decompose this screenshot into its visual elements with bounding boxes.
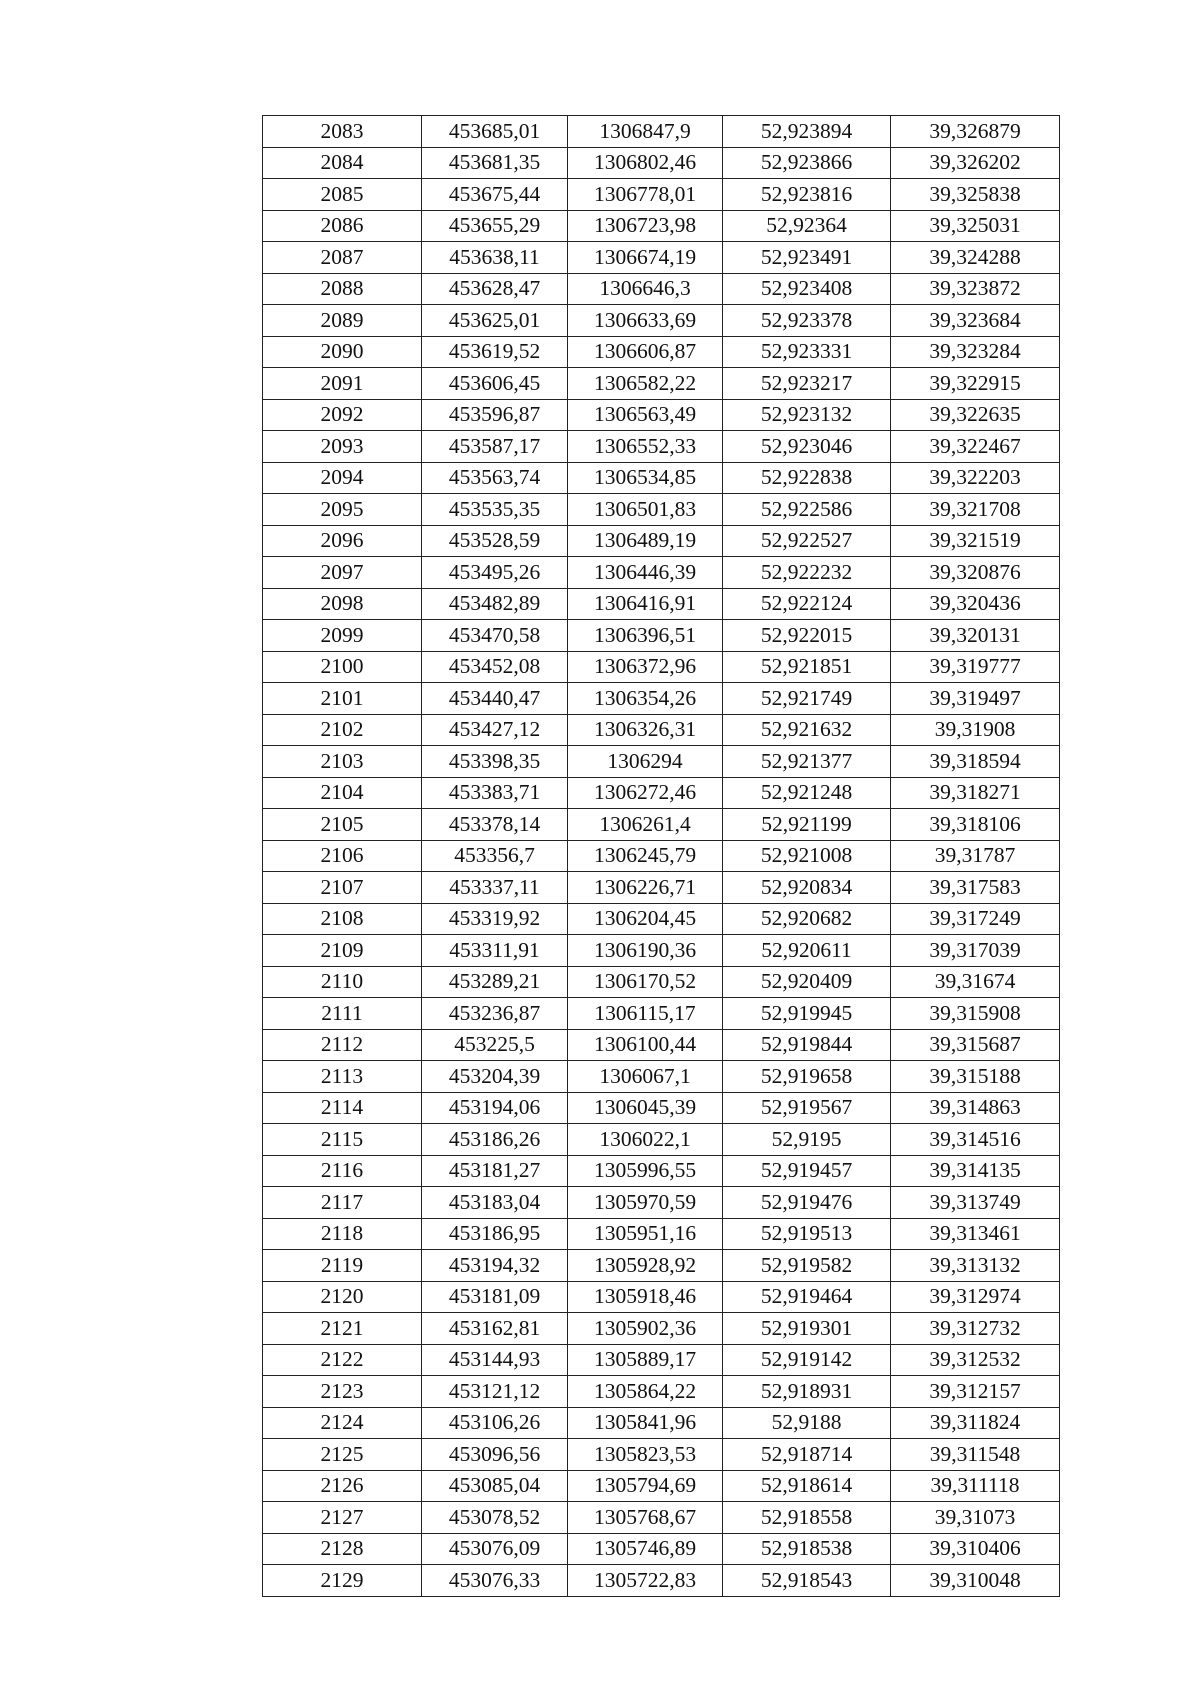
y-coordinate-cell: 1305864,22 — [568, 1376, 723, 1408]
latitude-cell: 52,923132 — [723, 399, 891, 431]
x-coordinate-cell: 453076,33 — [422, 1565, 568, 1597]
table-row — [263, 966, 1060, 998]
point-number-cell: 2119 — [263, 1250, 422, 1282]
point-number-cell: 2101 — [263, 683, 422, 715]
y-coordinate-cell: 1306396,51 — [568, 620, 723, 652]
longitude-cell: 39,319497 — [891, 683, 1060, 715]
x-coordinate-cell: 453528,59 — [422, 525, 568, 557]
latitude-cell: 52,922838 — [723, 462, 891, 494]
longitude-cell: 39,312974 — [891, 1281, 1060, 1313]
y-coordinate-cell: 1306446,39 — [568, 557, 723, 589]
point-number-cell: 2095 — [263, 494, 422, 526]
y-coordinate-cell: 1306022,1 — [568, 1124, 723, 1156]
x-coordinate-cell: 453356,7 — [422, 840, 568, 872]
point-number-cell: 2118 — [263, 1218, 422, 1250]
table-row — [263, 1155, 1060, 1187]
longitude-cell: 39,326202 — [891, 147, 1060, 179]
x-coordinate-cell: 453638,11 — [422, 242, 568, 274]
y-coordinate-cell: 1305996,55 — [568, 1155, 723, 1187]
latitude-cell: 52,923491 — [723, 242, 891, 274]
table-row — [263, 1439, 1060, 1471]
longitude-cell: 39,314863 — [891, 1092, 1060, 1124]
y-coordinate-cell: 1305841,96 — [568, 1407, 723, 1439]
point-number-cell: 2123 — [263, 1376, 422, 1408]
latitude-cell: 52,919301 — [723, 1313, 891, 1345]
latitude-cell: 52,922015 — [723, 620, 891, 652]
point-number-cell: 2126 — [263, 1470, 422, 1502]
point-number-cell: 2112 — [263, 1029, 422, 1061]
table-row — [263, 273, 1060, 305]
point-number-cell: 2120 — [263, 1281, 422, 1313]
longitude-cell: 39,313749 — [891, 1187, 1060, 1219]
x-coordinate-cell: 453535,35 — [422, 494, 568, 526]
latitude-cell: 52,918538 — [723, 1533, 891, 1565]
point-number-cell: 2094 — [263, 462, 422, 494]
point-number-cell: 2088 — [263, 273, 422, 305]
latitude-cell: 52,920682 — [723, 903, 891, 935]
table-row — [263, 525, 1060, 557]
y-coordinate-cell: 1306534,85 — [568, 462, 723, 494]
table-row — [263, 903, 1060, 935]
x-coordinate-cell: 453186,95 — [422, 1218, 568, 1250]
latitude-cell: 52,923217 — [723, 368, 891, 400]
x-coordinate-cell: 453596,87 — [422, 399, 568, 431]
table-row — [263, 1376, 1060, 1408]
latitude-cell: 52,919658 — [723, 1061, 891, 1093]
y-coordinate-cell: 1305722,83 — [568, 1565, 723, 1597]
point-number-cell: 2114 — [263, 1092, 422, 1124]
y-coordinate-cell: 1305823,53 — [568, 1439, 723, 1471]
latitude-cell: 52,923866 — [723, 147, 891, 179]
y-coordinate-cell: 1306489,19 — [568, 525, 723, 557]
longitude-cell: 39,322467 — [891, 431, 1060, 463]
x-coordinate-cell: 453378,14 — [422, 809, 568, 841]
latitude-cell: 52,923408 — [723, 273, 891, 305]
longitude-cell: 39,31908 — [891, 714, 1060, 746]
table-row — [263, 1565, 1060, 1597]
latitude-cell: 52,921851 — [723, 651, 891, 683]
latitude-cell: 52,919945 — [723, 998, 891, 1030]
latitude-cell: 52,923046 — [723, 431, 891, 463]
point-number-cell: 2125 — [263, 1439, 422, 1471]
latitude-cell: 52,919457 — [723, 1155, 891, 1187]
x-coordinate-cell: 453495,26 — [422, 557, 568, 589]
x-coordinate-cell: 453194,32 — [422, 1250, 568, 1282]
x-coordinate-cell: 453337,11 — [422, 872, 568, 904]
longitude-cell: 39,315188 — [891, 1061, 1060, 1093]
point-number-cell: 2098 — [263, 588, 422, 620]
latitude-cell: 52,918558 — [723, 1502, 891, 1534]
y-coordinate-cell: 1306646,3 — [568, 273, 723, 305]
y-coordinate-cell: 1306045,39 — [568, 1092, 723, 1124]
table-row — [263, 935, 1060, 967]
y-coordinate-cell: 1306802,46 — [568, 147, 723, 179]
table-row — [263, 872, 1060, 904]
longitude-cell: 39,311824 — [891, 1407, 1060, 1439]
table-row — [263, 462, 1060, 494]
longitude-cell: 39,31674 — [891, 966, 1060, 998]
longitude-cell: 39,310048 — [891, 1565, 1060, 1597]
longitude-cell: 39,317039 — [891, 935, 1060, 967]
y-coordinate-cell: 1306778,01 — [568, 179, 723, 211]
x-coordinate-cell: 453311,91 — [422, 935, 568, 967]
table-row — [263, 998, 1060, 1030]
x-coordinate-cell: 453681,35 — [422, 147, 568, 179]
point-number-cell: 2115 — [263, 1124, 422, 1156]
x-coordinate-cell: 453452,08 — [422, 651, 568, 683]
y-coordinate-cell: 1306633,69 — [568, 305, 723, 337]
latitude-cell: 52,919464 — [723, 1281, 891, 1313]
longitude-cell: 39,321708 — [891, 494, 1060, 526]
latitude-cell: 52,922124 — [723, 588, 891, 620]
point-number-cell: 2110 — [263, 966, 422, 998]
point-number-cell: 2124 — [263, 1407, 422, 1439]
x-coordinate-cell: 453225,5 — [422, 1029, 568, 1061]
y-coordinate-cell: 1305928,92 — [568, 1250, 723, 1282]
y-coordinate-cell: 1305889,17 — [568, 1344, 723, 1376]
latitude-cell: 52,918931 — [723, 1376, 891, 1408]
longitude-cell: 39,310406 — [891, 1533, 1060, 1565]
longitude-cell: 39,312732 — [891, 1313, 1060, 1345]
point-number-cell: 2108 — [263, 903, 422, 935]
latitude-cell: 52,919513 — [723, 1218, 891, 1250]
latitude-cell: 52,922232 — [723, 557, 891, 589]
x-coordinate-cell: 453563,74 — [422, 462, 568, 494]
y-coordinate-cell: 1305951,16 — [568, 1218, 723, 1250]
longitude-cell: 39,319777 — [891, 651, 1060, 683]
x-coordinate-cell: 453194,06 — [422, 1092, 568, 1124]
point-number-cell: 2100 — [263, 651, 422, 683]
table-row — [263, 116, 1060, 148]
x-coordinate-cell: 453628,47 — [422, 273, 568, 305]
longitude-cell: 39,314516 — [891, 1124, 1060, 1156]
longitude-cell: 39,312532 — [891, 1344, 1060, 1376]
point-number-cell: 2117 — [263, 1187, 422, 1219]
latitude-cell: 52,920834 — [723, 872, 891, 904]
table-row — [263, 305, 1060, 337]
table-row — [263, 1029, 1060, 1061]
longitude-cell: 39,317583 — [891, 872, 1060, 904]
y-coordinate-cell: 1306606,87 — [568, 336, 723, 368]
x-coordinate-cell: 453685,01 — [422, 116, 568, 148]
latitude-cell: 52,919844 — [723, 1029, 891, 1061]
longitude-cell: 39,325838 — [891, 179, 1060, 211]
latitude-cell: 52,923894 — [723, 116, 891, 148]
point-number-cell: 2086 — [263, 210, 422, 242]
longitude-cell: 39,326879 — [891, 116, 1060, 148]
latitude-cell: 52,921248 — [723, 777, 891, 809]
longitude-cell: 39,318594 — [891, 746, 1060, 778]
x-coordinate-cell: 453236,87 — [422, 998, 568, 1030]
point-number-cell: 2103 — [263, 746, 422, 778]
longitude-cell: 39,324288 — [891, 242, 1060, 274]
x-coordinate-cell: 453076,09 — [422, 1533, 568, 1565]
point-number-cell: 2099 — [263, 620, 422, 652]
table-row — [263, 683, 1060, 715]
point-number-cell: 2093 — [263, 431, 422, 463]
point-number-cell: 2087 — [263, 242, 422, 274]
table-body — [263, 116, 1060, 1597]
latitude-cell: 52,920409 — [723, 966, 891, 998]
table-row — [263, 588, 1060, 620]
table-row — [263, 620, 1060, 652]
latitude-cell: 52,92364 — [723, 210, 891, 242]
longitude-cell: 39,311118 — [891, 1470, 1060, 1502]
longitude-cell: 39,322635 — [891, 399, 1060, 431]
y-coordinate-cell: 1306245,79 — [568, 840, 723, 872]
latitude-cell: 52,923378 — [723, 305, 891, 337]
longitude-cell: 39,320876 — [891, 557, 1060, 589]
longitude-cell: 39,318106 — [891, 809, 1060, 841]
table-row — [263, 840, 1060, 872]
longitude-cell: 39,311548 — [891, 1439, 1060, 1471]
point-number-cell: 2084 — [263, 147, 422, 179]
point-number-cell: 2102 — [263, 714, 422, 746]
longitude-cell: 39,313461 — [891, 1218, 1060, 1250]
table-row — [263, 1092, 1060, 1124]
latitude-cell: 52,921199 — [723, 809, 891, 841]
x-coordinate-cell: 453181,27 — [422, 1155, 568, 1187]
latitude-cell: 52,921749 — [723, 683, 891, 715]
y-coordinate-cell: 1305970,59 — [568, 1187, 723, 1219]
y-coordinate-cell: 1306674,19 — [568, 242, 723, 274]
x-coordinate-cell: 453289,21 — [422, 966, 568, 998]
point-number-cell: 2128 — [263, 1533, 422, 1565]
point-number-cell: 2109 — [263, 935, 422, 967]
y-coordinate-cell: 1305768,67 — [568, 1502, 723, 1534]
y-coordinate-cell: 1306115,17 — [568, 998, 723, 1030]
x-coordinate-cell: 453106,26 — [422, 1407, 568, 1439]
table-row — [263, 147, 1060, 179]
y-coordinate-cell: 1306100,44 — [568, 1029, 723, 1061]
x-coordinate-cell: 453625,01 — [422, 305, 568, 337]
x-coordinate-cell: 453162,81 — [422, 1313, 568, 1345]
longitude-cell: 39,325031 — [891, 210, 1060, 242]
table-row — [263, 494, 1060, 526]
table-row — [263, 431, 1060, 463]
latitude-cell: 52,918614 — [723, 1470, 891, 1502]
longitude-cell: 39,314135 — [891, 1155, 1060, 1187]
table-row — [263, 368, 1060, 400]
table-row — [263, 1344, 1060, 1376]
table-row — [263, 1281, 1060, 1313]
table-row — [263, 777, 1060, 809]
longitude-cell: 39,317249 — [891, 903, 1060, 935]
latitude-cell: 52,918543 — [723, 1565, 891, 1597]
y-coordinate-cell: 1305918,46 — [568, 1281, 723, 1313]
longitude-cell: 39,321519 — [891, 525, 1060, 557]
y-coordinate-cell: 1306190,36 — [568, 935, 723, 967]
point-number-cell: 2083 — [263, 116, 422, 148]
y-coordinate-cell: 1306552,33 — [568, 431, 723, 463]
longitude-cell: 39,323284 — [891, 336, 1060, 368]
x-coordinate-cell: 453319,92 — [422, 903, 568, 935]
longitude-cell: 39,31073 — [891, 1502, 1060, 1534]
x-coordinate-cell: 453482,89 — [422, 588, 568, 620]
table-row — [263, 399, 1060, 431]
table-row — [263, 1124, 1060, 1156]
latitude-cell: 52,919582 — [723, 1250, 891, 1282]
table-row — [263, 1187, 1060, 1219]
table-row — [263, 1250, 1060, 1282]
table-row — [263, 746, 1060, 778]
x-coordinate-cell: 453096,56 — [422, 1439, 568, 1471]
x-coordinate-cell: 453470,58 — [422, 620, 568, 652]
y-coordinate-cell: 1306272,46 — [568, 777, 723, 809]
y-coordinate-cell: 1306354,26 — [568, 683, 723, 715]
point-number-cell: 2105 — [263, 809, 422, 841]
x-coordinate-cell: 453606,45 — [422, 368, 568, 400]
x-coordinate-cell: 453204,39 — [422, 1061, 568, 1093]
latitude-cell: 52,919142 — [723, 1344, 891, 1376]
x-coordinate-cell: 453078,52 — [422, 1502, 568, 1534]
table-row — [263, 714, 1060, 746]
latitude-cell: 52,921632 — [723, 714, 891, 746]
point-number-cell: 2121 — [263, 1313, 422, 1345]
y-coordinate-cell: 1306372,96 — [568, 651, 723, 683]
table-row — [263, 179, 1060, 211]
latitude-cell: 52,918714 — [723, 1439, 891, 1471]
latitude-cell: 52,923331 — [723, 336, 891, 368]
latitude-cell: 52,921008 — [723, 840, 891, 872]
point-number-cell: 2107 — [263, 872, 422, 904]
latitude-cell: 52,9188 — [723, 1407, 891, 1439]
table-row — [263, 1533, 1060, 1565]
point-number-cell: 2104 — [263, 777, 422, 809]
point-number-cell: 2111 — [263, 998, 422, 1030]
longitude-cell: 39,315687 — [891, 1029, 1060, 1061]
point-number-cell: 2113 — [263, 1061, 422, 1093]
longitude-cell: 39,315908 — [891, 998, 1060, 1030]
y-coordinate-cell: 1306326,31 — [568, 714, 723, 746]
latitude-cell: 52,921377 — [723, 746, 891, 778]
y-coordinate-cell: 1306261,4 — [568, 809, 723, 841]
y-coordinate-cell: 1305902,36 — [568, 1313, 723, 1345]
y-coordinate-cell: 1306294 — [568, 746, 723, 778]
longitude-cell: 39,323684 — [891, 305, 1060, 337]
x-coordinate-cell: 453085,04 — [422, 1470, 568, 1502]
x-coordinate-cell: 453675,44 — [422, 179, 568, 211]
y-coordinate-cell: 1305794,69 — [568, 1470, 723, 1502]
point-number-cell: 2090 — [263, 336, 422, 368]
latitude-cell: 52,922586 — [723, 494, 891, 526]
point-number-cell: 2097 — [263, 557, 422, 589]
y-coordinate-cell: 1306501,83 — [568, 494, 723, 526]
point-number-cell: 2085 — [263, 179, 422, 211]
y-coordinate-cell: 1306170,52 — [568, 966, 723, 998]
table-row — [263, 1218, 1060, 1250]
y-coordinate-cell: 1305746,89 — [568, 1533, 723, 1565]
point-number-cell: 2096 — [263, 525, 422, 557]
table-row — [263, 336, 1060, 368]
x-coordinate-cell: 453440,47 — [422, 683, 568, 715]
x-coordinate-cell: 453186,26 — [422, 1124, 568, 1156]
point-number-cell: 2092 — [263, 399, 422, 431]
x-coordinate-cell: 453144,93 — [422, 1344, 568, 1376]
x-coordinate-cell: 453181,09 — [422, 1281, 568, 1313]
table-row — [263, 1502, 1060, 1534]
x-coordinate-cell: 453427,12 — [422, 714, 568, 746]
y-coordinate-cell: 1306226,71 — [568, 872, 723, 904]
table-row — [263, 1407, 1060, 1439]
x-coordinate-cell: 453121,12 — [422, 1376, 568, 1408]
latitude-cell: 52,922527 — [723, 525, 891, 557]
table-row — [263, 651, 1060, 683]
x-coordinate-cell: 453183,04 — [422, 1187, 568, 1219]
latitude-cell: 52,920611 — [723, 935, 891, 967]
point-number-cell: 2129 — [263, 1565, 422, 1597]
y-coordinate-cell: 1306847,9 — [568, 116, 723, 148]
longitude-cell: 39,318271 — [891, 777, 1060, 809]
longitude-cell: 39,322915 — [891, 368, 1060, 400]
latitude-cell: 52,919476 — [723, 1187, 891, 1219]
y-coordinate-cell: 1306204,45 — [568, 903, 723, 935]
x-coordinate-cell: 453587,17 — [422, 431, 568, 463]
y-coordinate-cell: 1306563,49 — [568, 399, 723, 431]
y-coordinate-cell: 1306723,98 — [568, 210, 723, 242]
latitude-cell: 52,923816 — [723, 179, 891, 211]
latitude-cell: 52,9195 — [723, 1124, 891, 1156]
y-coordinate-cell: 1306582,22 — [568, 368, 723, 400]
longitude-cell: 39,31787 — [891, 840, 1060, 872]
table-row — [263, 1470, 1060, 1502]
table-row — [263, 1313, 1060, 1345]
point-number-cell: 2106 — [263, 840, 422, 872]
longitude-cell: 39,312157 — [891, 1376, 1060, 1408]
point-number-cell: 2122 — [263, 1344, 422, 1376]
point-number-cell: 2127 — [263, 1502, 422, 1534]
table-row — [263, 210, 1060, 242]
table-row — [263, 242, 1060, 274]
point-number-cell: 2091 — [263, 368, 422, 400]
point-number-cell: 2089 — [263, 305, 422, 337]
longitude-cell: 39,322203 — [891, 462, 1060, 494]
y-coordinate-cell: 1306067,1 — [568, 1061, 723, 1093]
latitude-cell: 52,919567 — [723, 1092, 891, 1124]
table-row — [263, 809, 1060, 841]
x-coordinate-cell: 453655,29 — [422, 210, 568, 242]
longitude-cell: 39,323872 — [891, 273, 1060, 305]
longitude-cell: 39,313132 — [891, 1250, 1060, 1282]
x-coordinate-cell: 453398,35 — [422, 746, 568, 778]
coordinates-table — [262, 115, 1060, 1597]
x-coordinate-cell: 453383,71 — [422, 777, 568, 809]
longitude-cell: 39,320436 — [891, 588, 1060, 620]
x-coordinate-cell: 453619,52 — [422, 336, 568, 368]
table-row — [263, 1061, 1060, 1093]
longitude-cell: 39,320131 — [891, 620, 1060, 652]
table-row — [263, 557, 1060, 589]
point-number-cell: 2116 — [263, 1155, 422, 1187]
y-coordinate-cell: 1306416,91 — [568, 588, 723, 620]
